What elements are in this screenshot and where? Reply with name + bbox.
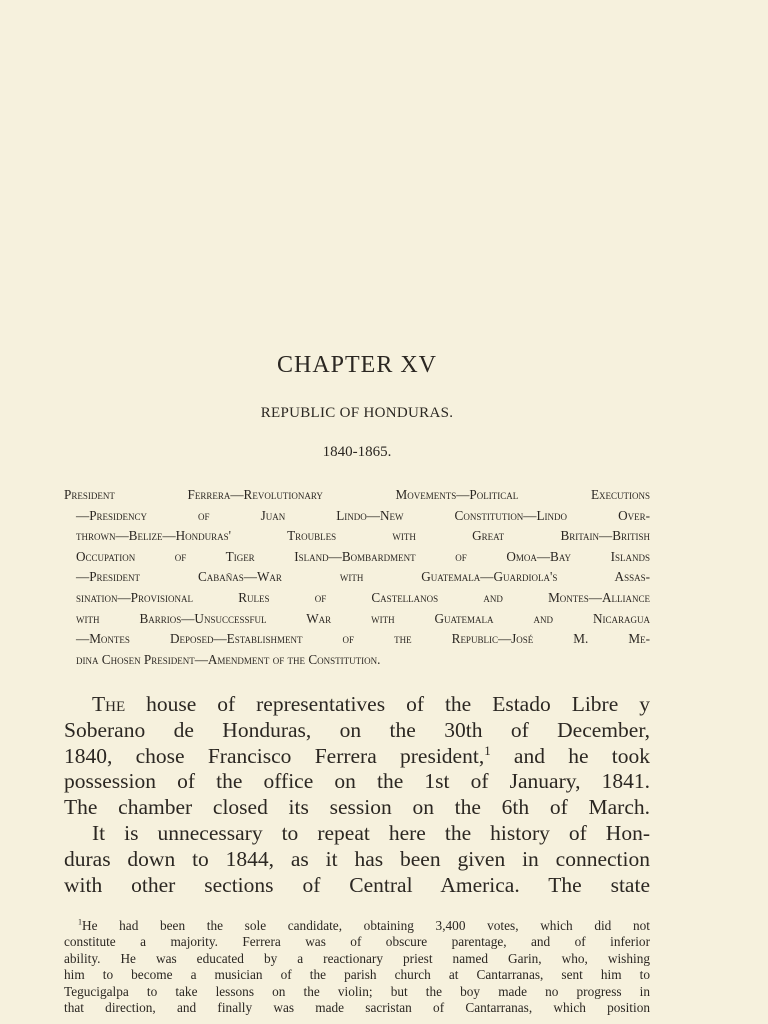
chapter-title: CHAPTER XV [276,352,437,378]
body-paragraph [64,692,650,898]
synopsis-line: sination—Provisional Rules of Castellanos and Montes—Alliance [76,589,650,605]
synopsis-line: President Ferrera—Revolutionary Movements—Political Executions [64,487,650,502]
footnote [64,918,650,1016]
footnote-marker: 1 [78,918,82,927]
footnote-line: Tegucigalpa to take lessons on the violin; but the boy made no progress in [64,983,650,999]
chapter-subtitle: REPUBLIC OF HONDURAS. [260,405,454,421]
synopsis-line: thrown—Belize—Honduras' Troubles with Great Britain—British [76,528,650,544]
body-line-text: house of representatives of the Estado Libre y [125,692,650,716]
footnote-line: constitute a majority. Ferrera was of obscure parentage, and of inferior [64,934,650,950]
synopsis-line: with Barrios—Unsuccessful War with Guatemala and Nicaragua [76,610,650,626]
body-line [64,744,650,770]
body-line [64,692,650,718]
drop-word: The [92,692,126,716]
body-line: It is unnecessary to repeat here the history of Hon- [92,820,650,845]
body-line-text: and he took [490,743,650,768]
synopsis-line: Occupation of Tiger Island—Bombardment of Omoa—Bay Islands [76,548,650,564]
chapter-years: 1840-1865. [322,444,392,460]
body-line: duras down to 1844, as it has been given in connection [64,846,650,871]
footnote-line: him to become a musician of the parish church at Cantarranas, sent him to [64,967,650,983]
footnote-line: that direction, and finally was made sacristan of Cantarranas, which position [64,1000,650,1016]
body-line: possession of the office on the 1st of January, 1841. [64,769,650,794]
chapter-synopsis [64,485,650,670]
synopsis-line: —President Cabañas—War with Guatemala—Guardiola's Assas- [76,569,650,585]
body-line-text: 1840, chose Francisco Ferrera president, [64,743,485,768]
body-line: Soberano de Honduras, on the 30th of December, [64,717,650,742]
footnote-ref: 1 [484,743,491,758]
book-page [64,0,650,1024]
synopsis-line: —Presidency of Juan Lindo—New Constitution—Lindo Over- [76,507,650,523]
footnote-text: He had been the sole candidate, obtaining 3,400 votes, which did not [81,918,650,933]
synopsis-line: dina Chosen President—Amendment of the Constitution. [76,651,381,667]
body-line: with other sections of Central America. The state [64,872,650,897]
footnote-line [64,918,650,934]
synopsis-line: —Montes Deposed—Establishment of the Republic—José M. Me- [76,631,650,647]
footnote-line: ability. He was educated by a reactionary priest named Garin, who, wishing [64,950,650,966]
body-line: The chamber closed its session on the 6th of March. [64,795,650,820]
